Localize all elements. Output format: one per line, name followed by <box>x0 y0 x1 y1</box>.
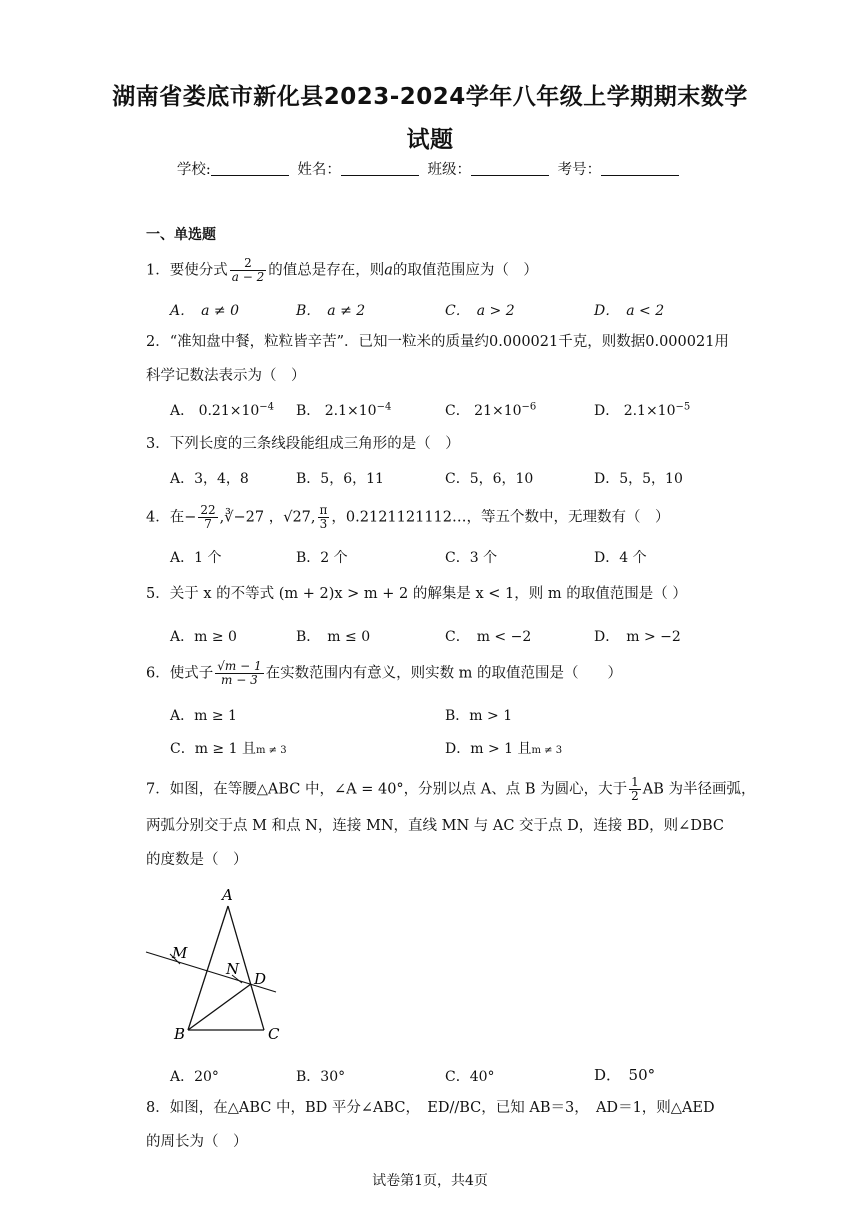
segment-bd <box>188 984 251 1030</box>
label-c: C <box>268 1025 280 1043</box>
q2-option-d[interactable]: D． $2.1\times 10^{-5}$ <box>594 401 691 419</box>
q7-option-b[interactable]: B．30° <box>296 1069 346 1085</box>
q5-option-a[interactable]: A．m ≥ 0 <box>170 629 237 645</box>
question-3: 3．下列长度的三条线段能组成三角形的是（ ） <box>146 436 460 452</box>
q5-option-c[interactable]: C． m < −2 <box>445 629 532 645</box>
school-blank[interactable] <box>211 161 289 176</box>
q7-triangle-figure <box>136 884 296 1044</box>
q4-text-pre: 4．在− <box>146 509 197 526</box>
q6-option-a[interactable]: A．m ≥ 1 <box>170 708 237 724</box>
q4-fraction-2: $\frac{\pi}{3}$ <box>319 503 328 531</box>
label-n: N <box>226 960 240 978</box>
q2-option-a[interactable]: A． $0.21\times 10^{-4}$ <box>170 401 275 419</box>
question-2-line1: 2．“准知盘中餐，粒粒皆辛苦”．已知一粒米的质量约0.000021千克，则数据0.000021用 <box>146 334 729 350</box>
q6-text-pre: 6．使式子 <box>146 665 214 682</box>
question-6 <box>146 660 622 687</box>
q1-text-post: 的取值范围应为（ ） <box>392 262 538 279</box>
q1-option-c[interactable]: C． a > 2 <box>445 303 515 319</box>
page-footer: 试卷第1页，共4页 <box>372 1173 488 1189</box>
question-7-line3: 的度数是（ ） <box>146 852 248 868</box>
q1-text-mid: 的值总是存在，则 <box>268 262 385 279</box>
q4-text-mid: ,∛−27 ，√27, <box>219 509 316 526</box>
q2-option-c[interactable]: C． $21\times 10^{-6}$ <box>445 401 537 419</box>
q6-option-b[interactable]: B．m > 1 <box>445 708 513 724</box>
question-7-line2: 两弧分别交于点 M 和点 N，连接 MN，直线 MN 与 AC 交于点 D，连接 BD，则∠DBC <box>146 818 724 834</box>
q7-option-d[interactable]: D． 50° <box>594 1066 656 1084</box>
label-d: D <box>254 970 267 988</box>
q7-option-c[interactable]: C．40° <box>445 1069 495 1085</box>
q6-option-d-cond: m ≠ 3 <box>531 745 563 756</box>
question-4 <box>146 504 670 531</box>
q1-text-pre: 1．要使分式 <box>146 262 228 279</box>
q3-option-a[interactable]: A．3，4，8 <box>170 471 249 487</box>
label-b: B <box>174 1025 186 1043</box>
name-blank[interactable] <box>341 161 419 176</box>
exam-no-label: 考号： <box>557 162 602 178</box>
q7-fraction: $\frac{1}{2}$ <box>631 775 639 803</box>
q3-option-d[interactable]: D．5，5，10 <box>594 471 683 487</box>
q2-option-b[interactable]: B． $2.1\times 10^{-4}$ <box>296 401 392 419</box>
side-ab <box>188 906 228 1030</box>
q4-option-d[interactable]: D．4 个 <box>594 550 647 566</box>
q1-option-a[interactable]: A． a ≠ 0 <box>170 303 239 319</box>
exam-title-line2: 试题 <box>406 127 454 153</box>
question-1 <box>146 257 538 284</box>
section-title: 一、单选题 <box>146 227 216 243</box>
q5-option-b[interactable]: B． m ≤ 0 <box>296 629 371 645</box>
question-2-line2: 科学记数法表示为（ ） <box>146 368 306 384</box>
name-label: 姓名： <box>297 162 341 178</box>
q6-option-c[interactable]: C．m ≥ 1 且m ≠ 3 <box>170 741 287 757</box>
label-m: M <box>172 944 188 962</box>
school-label: 学校: <box>176 162 211 178</box>
q4-option-c[interactable]: C．3 个 <box>445 550 498 566</box>
q1-option-b[interactable]: B． a ≠ 2 <box>296 303 366 319</box>
q4-option-b[interactable]: B．2 个 <box>296 550 348 566</box>
q6-option-d[interactable]: D．m > 1 且m ≠ 3 <box>445 741 563 757</box>
q6-option-c-cond: m ≠ 3 <box>255 745 287 756</box>
q3-option-c[interactable]: C．5，6，10 <box>445 471 534 487</box>
q6-fraction: $\frac{√m - 1}{m - 3}$ <box>217 659 262 687</box>
class-blank[interactable] <box>471 161 549 176</box>
label-a: A <box>222 886 233 904</box>
q1-fraction: $\frac{2}{a - 2}$ <box>231 256 265 284</box>
class-label: 班级： <box>427 162 471 178</box>
student-info-line <box>0 158 860 179</box>
exam-no-blank[interactable] <box>601 161 679 176</box>
q4-fraction-1: $\frac{22}{7}$ <box>200 503 216 531</box>
q4-text-post: ，0.2121121112…，等五个数中，无理数有（ ） <box>331 509 670 526</box>
exam-title-line1: 湖南省娄底市新化县2023-2024学年八年级上学期期末数学 <box>112 84 748 110</box>
q1-var: a <box>384 262 393 279</box>
q3-option-b[interactable]: B．5，6，11 <box>296 471 384 487</box>
q4-option-a[interactable]: A．1 个 <box>170 550 222 566</box>
q7-option-a[interactable]: A．20° <box>170 1069 219 1085</box>
question-8-line1: 8．如图，在△ABC 中，BD 平分∠ABC， ED//BC，已知 AB＝3， AD＝1，则△AED <box>146 1100 715 1116</box>
q1-option-d[interactable]: D． a < 2 <box>594 303 665 319</box>
question-5: 5．关于 x 的不等式 (m + 2)x > m + 2 的解集是 x < 1，则 m 的取值范围是（ ） <box>146 586 687 602</box>
question-7-line1: 7．如图，在等腰△ABC 中，∠A = 40°，分别以点 A、点 B 为圆心，大于 $\frac{1}{2}$ AB 为半径画弧， <box>146 775 756 803</box>
q6-text-post: 在实数范围内有意义，则实数 m 的取值范围是（ ） <box>265 665 623 682</box>
question-8-line2: 的周长为（ ） <box>146 1134 248 1150</box>
q5-option-d[interactable]: D． m > −2 <box>594 629 681 645</box>
